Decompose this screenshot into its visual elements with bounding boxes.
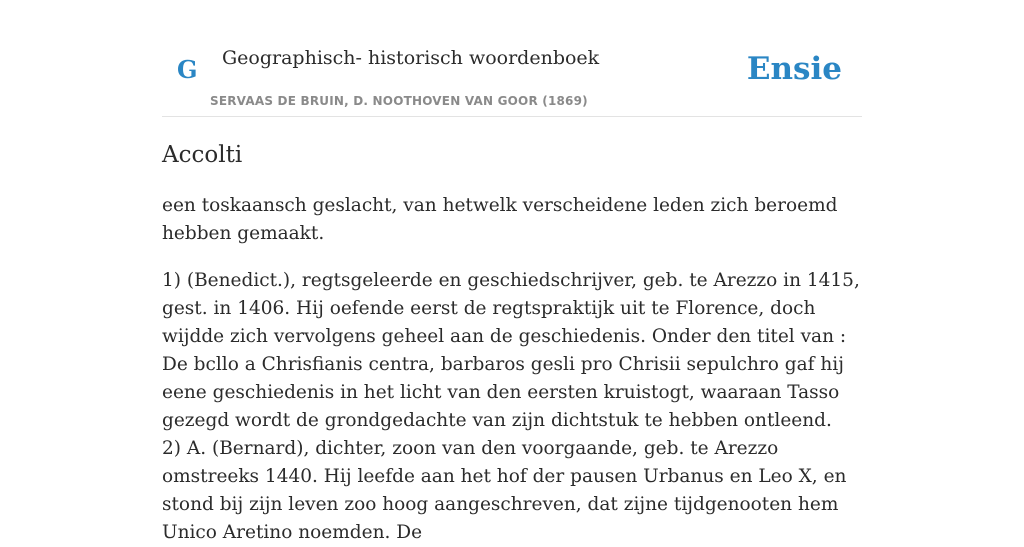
source-logo[interactable]: G — [177, 55, 198, 84]
book-author: SERVAAS DE BRUIN, D. NOOTHOVEN VAN GOOR (1869) — [210, 94, 588, 108]
entry-intro: een toskaansch geslacht, van hetwelk verscheidene leden zich beroemd hebben gemaakt. — [162, 195, 838, 244]
entry-title: Accolti — [162, 142, 243, 168]
ensie-logo[interactable]: Ensie — [746, 51, 842, 87]
entry-paragraph-2: 2) A. (Bernard), dichter, zoon van den voorgaande, geb. te Arezzo omstreeks 1440. Hij leefde aan het hof der pausen Urbanus en Leo X, en stond bij zijn leven zoo hoog aangeschreven, dat zijne tijdgenooten hem Unico Aretino noemden. De — [162, 438, 847, 543]
header — [162, 0, 862, 117]
book-title-link[interactable]: Geographisch- historisch woordenboek — [222, 47, 600, 69]
entry-paragraph-1: 1) (Benedict.), regtsgeleerde en geschiedschrijver, geb. te Arezzo in 1415, gest. in 1406. Hij oefende eerst de regtspraktijk uit te Florence, doch wijdde zich vervolgens geheel aan de geschiedenis. Onder den titel van : De bcllo a Chrisfianis centra, barbaros gesli pro Chrisii sepulchro gaf hij eene geschiedenis in het licht van den eersten kruistogt, waaraan Tasso gezegd wordt de grondgedachte van zijn dichtstuk te hebben ontleend. — [162, 270, 860, 431]
entry-content — [162, 192, 862, 547]
